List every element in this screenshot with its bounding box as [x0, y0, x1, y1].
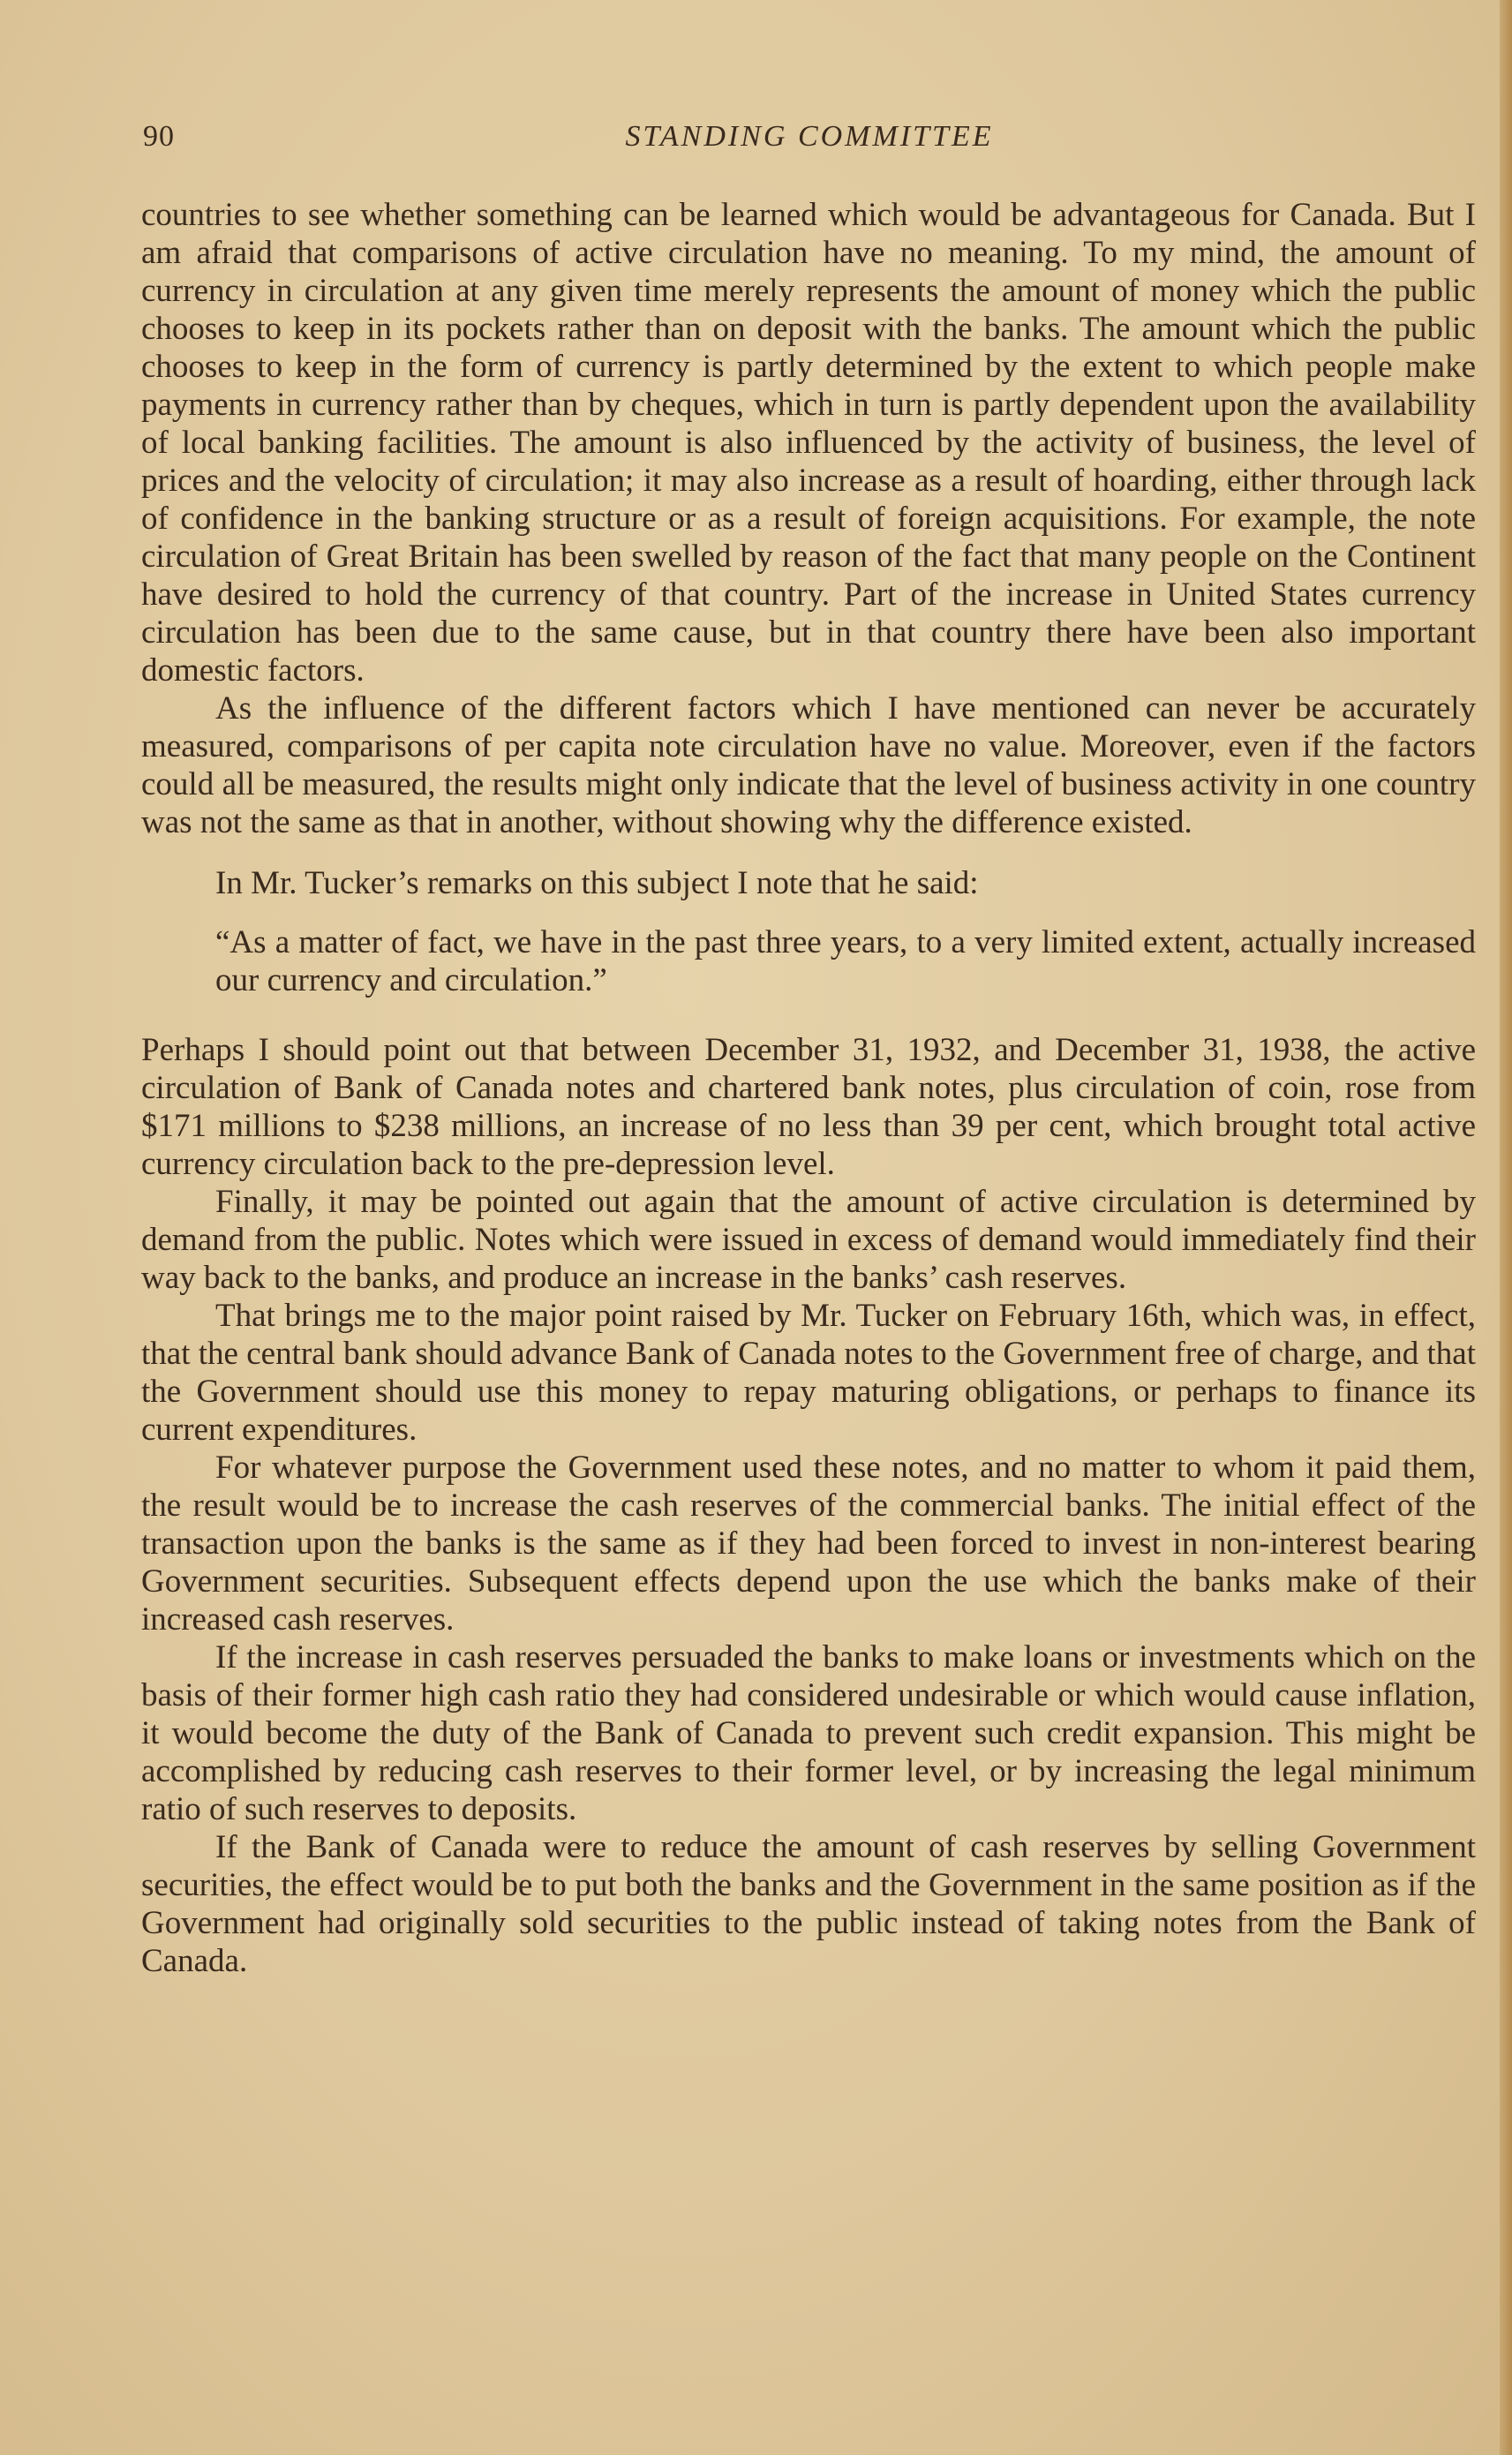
body-text: [141, 196, 1476, 1980]
paragraph: If the Bank of Canada were to reduce the amount of cash reserves by selling Government securities, the effect would be to put both the banks and the Government in the same position as if the Government had originally sold securities to the public instead of taking notes from the Bank of Canada.: [141, 1829, 1476, 1979]
running-head: STANDING COMMITTEE: [625, 120, 994, 153]
paragraph: For whatever purpose the Government used these notes, and no matter to whom it paid them, the result would be to increase the cash reserves of the commercial banks. The initial effect of the transaction upon the banks is the same as if they had been forced to invest in non-interest bearing Government securities. Subsequent effects depend upon the use which the banks make of their increased cash reserves.: [141, 1450, 1476, 1638]
paragraph: If the increase in cash reserves persuaded the banks to make loans or investments which on the basis of their former high cash ratio they had considered undesirable or which would cause inflation, it would become the duty of the Bank of Canada to prevent such credit expansion. This might be accomplished by reducing cash reserves to their former level, or by increasing the legal minimum ratio of such reserves to deposits.: [141, 1639, 1476, 1827]
paragraph: As the influence of the different factors which I have mentioned can never be accurately measured, comparisons of per capita note circulation have no value. Moreover, even if the factors could all be measured, the results might only indicate that the level of business activity in one country was not the same as that in another, without showing why the difference existed.: [141, 690, 1476, 840]
page-number: 90: [143, 120, 175, 153]
paragraph: In Mr. Tucker’s remarks on this subject I note that he said:: [215, 865, 979, 901]
paragraph: Finally, it may be pointed out again that the amount of active circulation is determined by demand from the public. Notes which were issued in excess of demand would immediately find their way back to the banks, and produce an increase in the banks’ cash reserves.: [141, 1184, 1476, 1296]
page-edge: [1500, 0, 1512, 2455]
paragraph: Perhaps I should point out that between December 31, 1932, and December 31, 1938, the active circulation of Bank of Canada notes and chartered bank notes, plus circulation of coin, rose from $171 millions to $238 millions, an increase of no less than 39 per cent, which brought total active currency circulation back to the pre-depression level.: [141, 1032, 1476, 1182]
block-quote: “As a matter of fact, we have in the past three years, to a very limited extent, actually increased our currency and circulation.”: [215, 924, 1476, 998]
paragraph: countries to see whether something can be learned which would be advantageous for Canada. But I am afraid that comparisons of active circulation have no meaning. To my mind, the amount of currency in circulation at any given time merely represents the amount of money which the public chooses to keep in its pockets rather than on deposit with the banks. The amount which the public chooses to keep in the form of currency is partly determined by the extent to which people make payments in currency rather than by cheques, which in turn is partly dependent upon the availability of local banking facilities. The amount is also influenced by the activity of business, the level of prices and the velocity of circulation; it may also increase as a result of hoarding, either through lack of confidence in the banking structure or as a result of foreign acquisitions. For example, the note circulation of Great Britain has been swelled by reason of the fact that many people on the Continent have desired to hold the currency of that country. Part of the increase in United States currency circulation has been due to the same cause, but in that country there have been also important domestic factors.: [141, 197, 1476, 689]
paragraph: That brings me to the major point raised by Mr. Tucker on February 16th, which was, in effect, that the central bank should advance Bank of Canada notes to the Government free of charge, and that the Government should use this money to repay maturing obligations, or perhaps to finance its current expenditures.: [141, 1298, 1476, 1448]
page-header: [143, 120, 1476, 164]
